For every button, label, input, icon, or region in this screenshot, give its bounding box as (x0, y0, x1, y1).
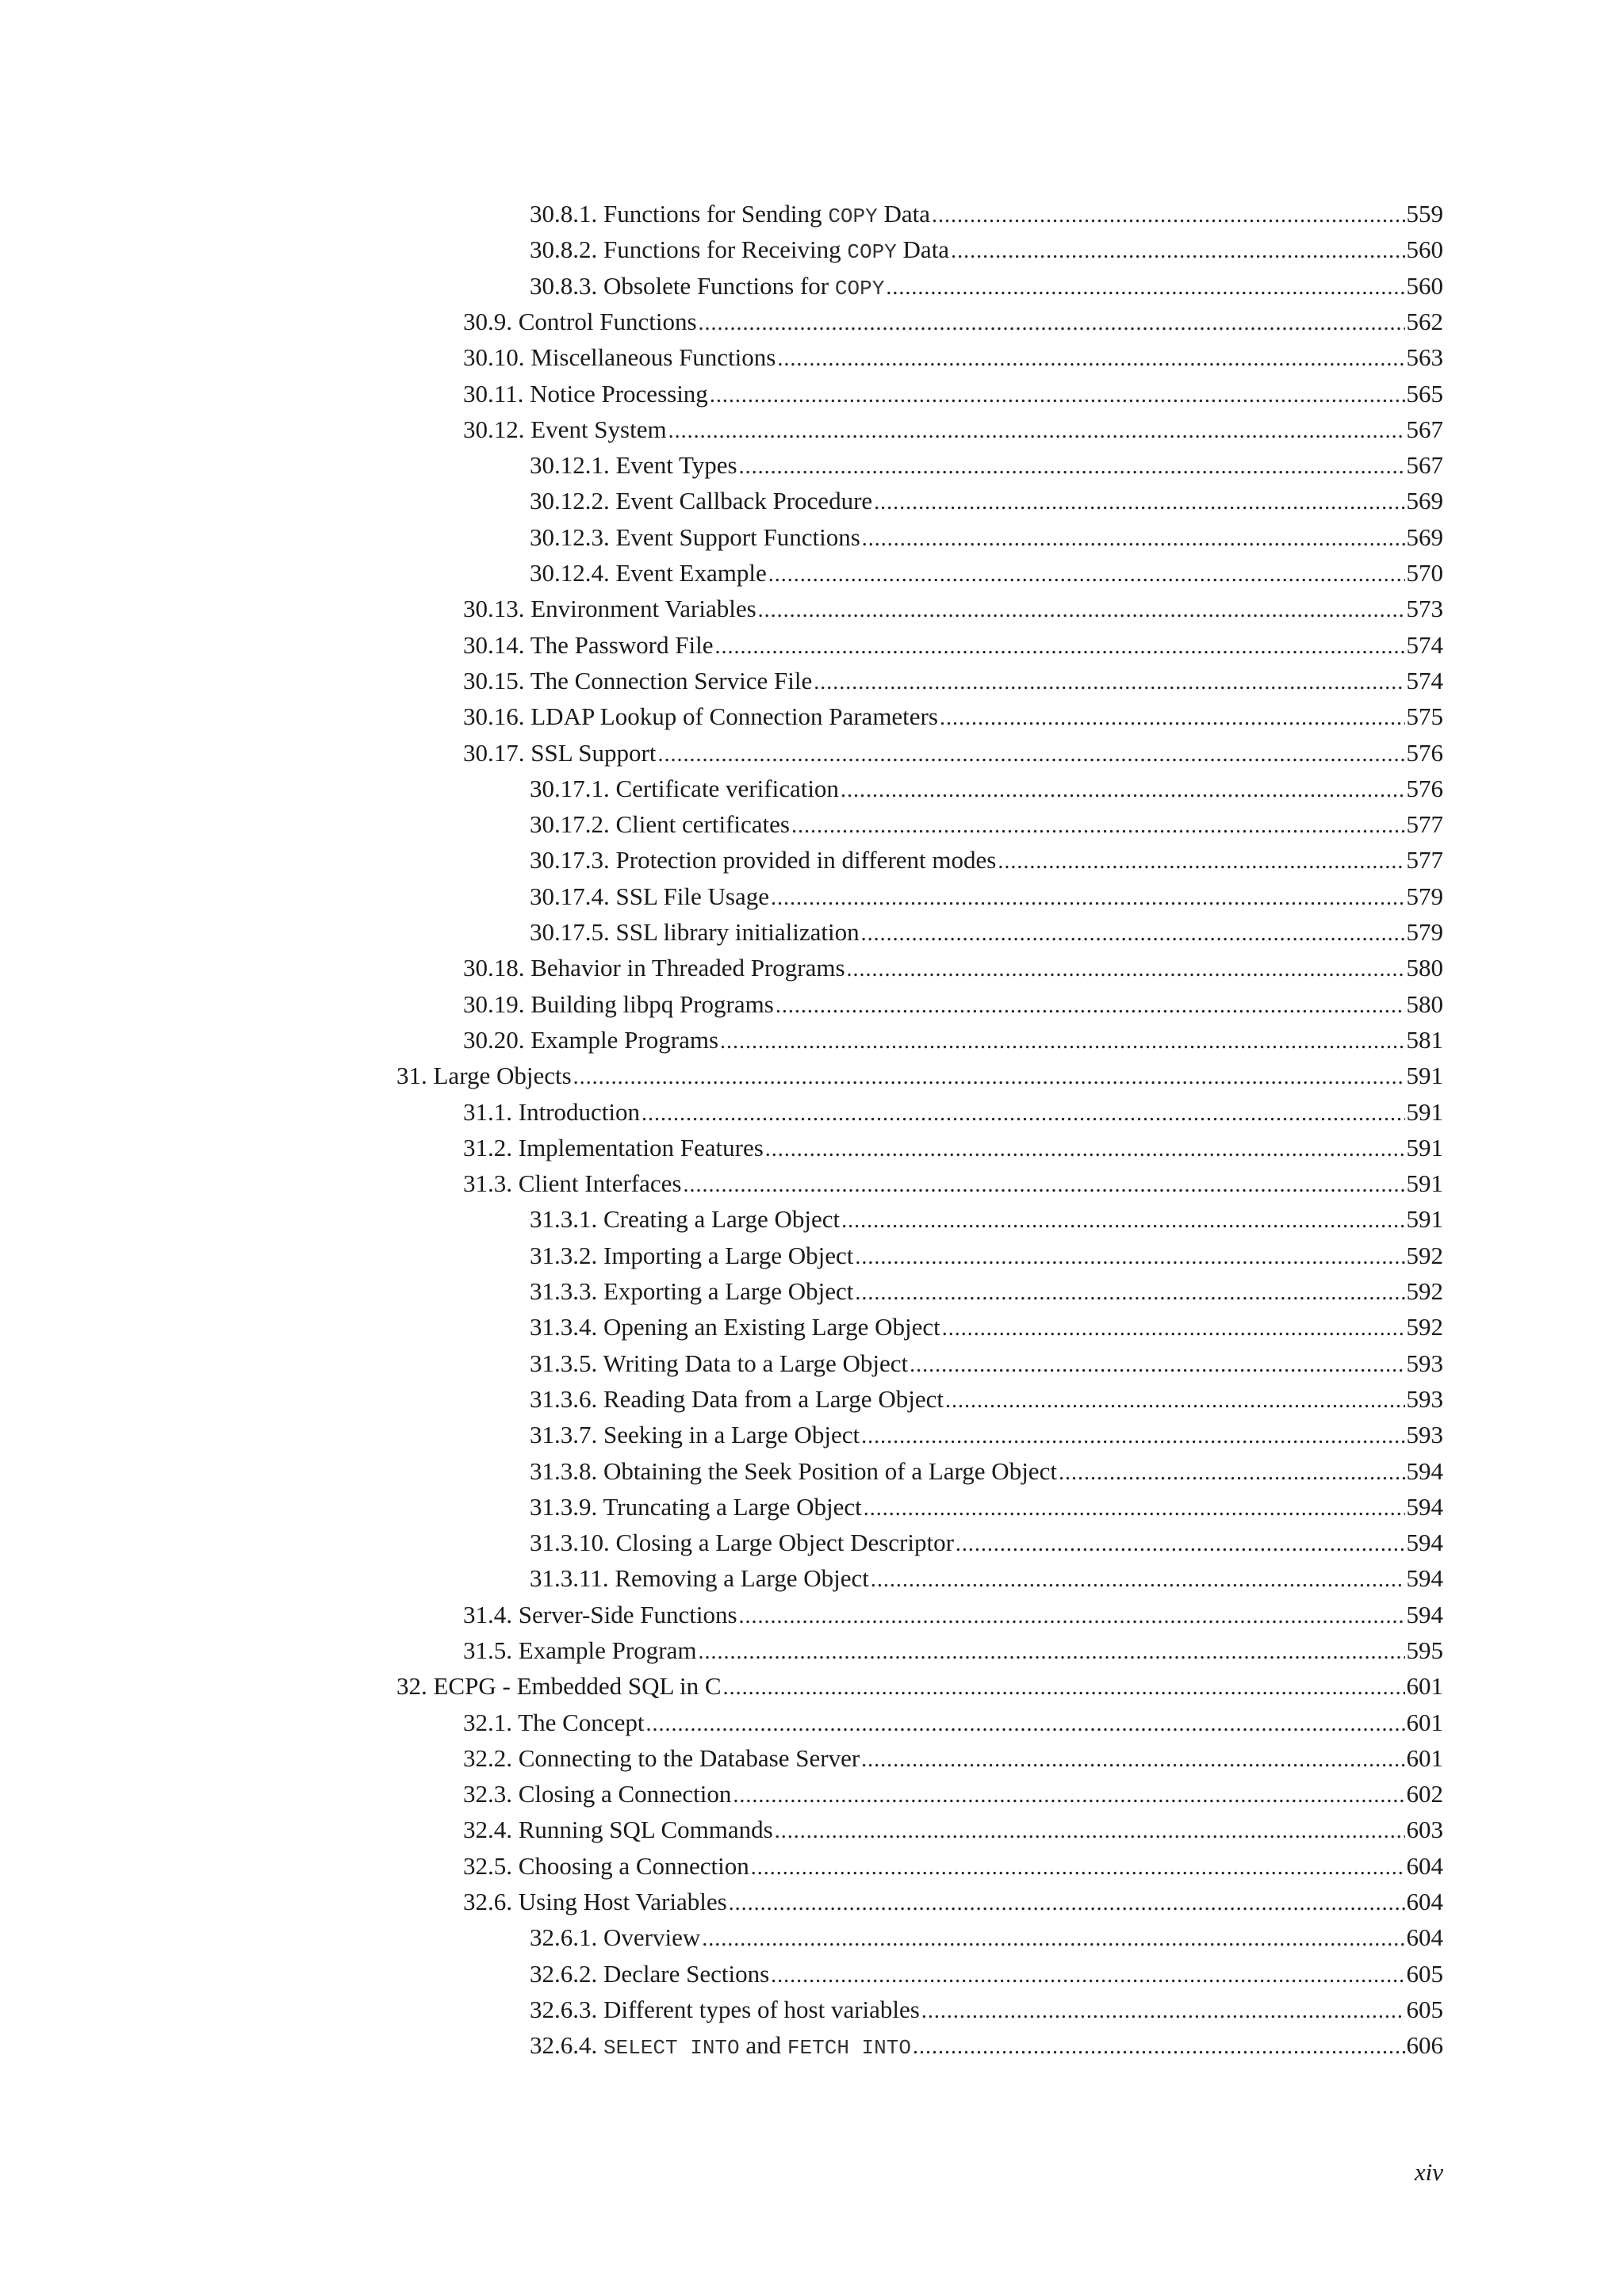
toc-entry[interactable] (530, 1919, 1443, 1955)
toc-page-number: 605 (1406, 1996, 1443, 2023)
title-text: 30.10. Miscellaneous Functions (463, 343, 776, 371)
toc-page-number: 569 (1406, 487, 1443, 515)
toc-page-number: 579 (1406, 918, 1443, 946)
toc-entry-title (463, 304, 697, 339)
toc-page-number: 591 (1406, 1169, 1443, 1197)
toc-entry-title (530, 842, 996, 878)
title-text: 31.3.6. Reading Data from a Large Object (530, 1385, 944, 1413)
title-text: 30.20. Example Programs (463, 1026, 719, 1054)
title-text: 32.6.4. (530, 2031, 603, 2059)
toc-page-number: 594 (1406, 1493, 1443, 1521)
toc-entry-title (463, 663, 812, 698)
title-text: 30.12.4. Event Example (530, 559, 767, 587)
toc-entry[interactable] (463, 1632, 1443, 1668)
toc-page-number: 576 (1406, 775, 1443, 802)
toc-entry[interactable] (463, 1848, 1443, 1884)
toc-page-number: 591 (1406, 1098, 1443, 1126)
dot-leader (739, 447, 1405, 484)
toc-page-number: 606 (1406, 2031, 1443, 2059)
toc-entry-title (530, 1525, 954, 1560)
toc-page-number: 601 (1406, 1672, 1443, 1700)
toc-entry[interactable] (530, 1992, 1443, 2027)
toc-entry-title (463, 1022, 718, 1058)
toc-entry[interactable] (463, 1130, 1443, 1165)
toc-entry[interactable] (530, 519, 1443, 555)
dot-leader (776, 986, 1405, 1024)
dot-leader (945, 1381, 1405, 1418)
dot-leader (657, 735, 1404, 772)
toc-page-number: 592 (1406, 1277, 1443, 1305)
dot-leader (714, 627, 1404, 664)
toc-entry[interactable] (530, 914, 1443, 950)
title-text: 30.8.3. Obsolete Functions for (530, 272, 835, 300)
toc-entry[interactable] (530, 842, 1443, 878)
dot-leader (733, 1776, 1404, 1813)
toc-entry-title (463, 1165, 681, 1201)
toc-entry-title (530, 1489, 862, 1525)
toc-entry[interactable] (463, 1705, 1443, 1740)
toc-entry[interactable] (530, 268, 1443, 304)
dot-leader (765, 1130, 1405, 1167)
toc-entry[interactable] (463, 735, 1443, 771)
toc-entry[interactable] (530, 878, 1443, 914)
title-text: 30.12.3. Event Support Functions (530, 523, 860, 551)
toc-entry[interactable] (463, 1776, 1443, 1812)
title-text: 31.3.1. Creating a Large Object (530, 1205, 841, 1233)
title-text: 30.13. Environment Variables (463, 595, 756, 622)
title-text: 32. ECPG - Embedded SQL in C (396, 1672, 722, 1700)
toc-entry-title (463, 1848, 749, 1884)
title-text: 30.16. LDAP Lookup of Connection Parameters (463, 702, 938, 730)
title-text: 31.3. Client Interfaces (463, 1169, 682, 1197)
dot-leader (642, 1094, 1405, 1131)
toc-entry-title (463, 627, 713, 663)
toc-entry-title (463, 591, 756, 626)
dot-leader (861, 1417, 1404, 1454)
toc-entry-title (530, 1956, 769, 1992)
title-text: 32.4. Running SQL Commands (463, 1816, 773, 1843)
toc-entry[interactable] (530, 1525, 1443, 1560)
toc-page-number: 581 (1406, 1026, 1443, 1054)
title-text: 31.4. Server-Side Functions (463, 1601, 737, 1628)
toc-page-number: 570 (1406, 559, 1443, 587)
title-text: 31.1. Introduction (463, 1098, 640, 1126)
title-text: 32.6.3. Different types of host variables (530, 1996, 920, 2023)
code-text: COPY (834, 277, 885, 300)
toc-entry[interactable] (463, 663, 1443, 698)
title-text: 31.5. Example Program (463, 1636, 697, 1664)
toc-page-number: 567 (1406, 415, 1443, 443)
dot-leader (871, 1560, 1405, 1598)
toc-page-number: 603 (1406, 1816, 1443, 1843)
toc-entry[interactable] (463, 411, 1443, 447)
title-text: 30.14. The Password File (463, 631, 714, 659)
dot-leader (913, 2027, 1405, 2064)
toc-page-number: 604 (1406, 1852, 1443, 1880)
toc-entry[interactable] (463, 1597, 1443, 1632)
toc-entry-title (463, 1776, 731, 1812)
toc-page-number: 577 (1406, 810, 1443, 838)
dot-leader (768, 555, 1405, 592)
toc-entry-title (463, 986, 774, 1022)
toc-page-number: 601 (1406, 1744, 1443, 1772)
toc-entry-title (463, 1130, 764, 1165)
dot-leader (932, 196, 1404, 233)
title-text: 31.3.7. Seeking in a Large Object (530, 1421, 860, 1448)
toc-entry-title (530, 806, 790, 842)
toc-entry[interactable] (463, 1022, 1443, 1058)
dot-leader (771, 878, 1405, 916)
toc-page-number: 605 (1406, 1960, 1443, 1988)
toc-page-number: 580 (1406, 990, 1443, 1018)
toc-page-number: 604 (1406, 1888, 1443, 1915)
dot-leader (775, 1812, 1405, 1849)
toc-entry[interactable] (530, 806, 1443, 842)
dot-leader (645, 1705, 1404, 1742)
title-text: 32.6.1. Overview (530, 1923, 701, 1951)
toc-entry[interactable] (530, 1238, 1443, 1273)
dot-leader (910, 1345, 1404, 1383)
dot-leader (921, 1992, 1405, 2029)
toc-page-number: 573 (1406, 595, 1443, 622)
toc-entry-title (530, 1381, 944, 1417)
toc-entry[interactable] (463, 1165, 1443, 1201)
toc-entry[interactable] (463, 698, 1443, 734)
toc-entry-title (463, 1094, 640, 1130)
toc-entry-title (530, 519, 860, 555)
toc-page-number: 593 (1406, 1421, 1443, 1448)
title-text: 30.19. Building libpq Programs (463, 990, 774, 1018)
toc-entry-title (463, 411, 667, 447)
toc-page-number: 604 (1406, 1923, 1443, 1951)
title-text: 31.3.5. Writing Data to a Large Object (530, 1349, 909, 1377)
toc-entry-title (463, 698, 938, 734)
toc-entry[interactable] (463, 1094, 1443, 1130)
dot-leader (573, 1058, 1405, 1095)
dot-leader (720, 1022, 1404, 1059)
toc-entry-title (463, 1632, 696, 1668)
toc-page-number: 594 (1406, 1457, 1443, 1485)
toc-entry[interactable] (396, 1058, 1443, 1093)
dot-leader (847, 950, 1405, 987)
toc-entry[interactable] (530, 1381, 1443, 1417)
dot-leader (956, 1525, 1405, 1562)
toc-entry-title (463, 1812, 773, 1847)
toc-page-number: 575 (1406, 702, 1443, 730)
title-text: 30.17. SSL Support (463, 739, 657, 767)
toc-page-number: 593 (1406, 1385, 1443, 1413)
toc-page-number: 591 (1406, 1134, 1443, 1161)
toc-entry-title (530, 1417, 860, 1452)
title-text: 31.3.4. Opening an Existing Large Object (530, 1313, 940, 1341)
dot-leader (791, 806, 1405, 844)
toc-entry-title (463, 339, 776, 375)
toc-entry-title (530, 914, 860, 950)
title-text: 30.12.1. Event Types (530, 451, 737, 479)
title-text: 30.11. Notice Processing (463, 380, 708, 408)
toc-page-number: 602 (1406, 1780, 1443, 1808)
toc-entry[interactable] (463, 1812, 1443, 1847)
title-text: 31.3.3. Exporting a Large Object (530, 1277, 854, 1305)
dot-leader (998, 842, 1404, 879)
toc-page-number: 559 (1406, 200, 1443, 228)
toc-page-number: 574 (1406, 631, 1443, 659)
dot-leader (864, 1489, 1405, 1526)
page-folio: xiv (1414, 2158, 1443, 2186)
title-text: 30.15. The Connection Service File (463, 667, 813, 695)
title-text: 31.2. Implementation Features (463, 1134, 764, 1161)
toc-entry-title (463, 1740, 860, 1776)
toc-page-number: 591 (1406, 1205, 1443, 1233)
toc-entry[interactable] (463, 1884, 1443, 1919)
toc-entry-title (530, 1453, 1057, 1489)
title-text: Data (896, 235, 950, 263)
toc-entry[interactable] (463, 1740, 1443, 1776)
toc-page-number: 592 (1406, 1313, 1443, 1341)
dot-leader (814, 663, 1404, 700)
title-text: 32.6.2. Declare Sections (530, 1960, 770, 1988)
dot-leader (702, 1919, 1404, 1957)
title-text: 30.8.2. Functions for Receiving (530, 235, 848, 263)
toc-entry[interactable] (530, 1489, 1443, 1525)
title-text: 32.5. Choosing a Connection (463, 1852, 749, 1880)
dot-leader (699, 304, 1405, 341)
title-text: 31.3.11. Removing a Large Object (530, 1564, 869, 1592)
toc-entry-title (530, 232, 949, 270)
dot-leader (777, 339, 1404, 377)
title-text: 30.9. Control Functions (463, 308, 697, 335)
toc-entry[interactable] (530, 555, 1443, 591)
title-text: 30.12. Event System (463, 415, 667, 443)
toc-entry-title (530, 1919, 700, 1955)
code-text: SELECT INTO (603, 2036, 740, 2060)
toc-entry-title (530, 878, 769, 914)
toc-entry[interactable] (530, 447, 1443, 483)
toc-entry[interactable] (530, 1956, 1443, 1992)
dot-leader (751, 1848, 1405, 1885)
dot-leader (710, 376, 1405, 413)
toc-page-number: 576 (1406, 739, 1443, 767)
toc-page-number: 601 (1406, 1709, 1443, 1736)
toc-page-number: 577 (1406, 846, 1443, 874)
title-text: 30.17.1. Certificate verification (530, 775, 839, 802)
title-text: 30.17.5. SSL library initialization (530, 918, 860, 946)
toc-page-number: 560 (1406, 272, 1443, 300)
dot-leader (683, 1165, 1404, 1203)
toc-entry-title (530, 1992, 920, 2027)
toc-page-number: 592 (1406, 1242, 1443, 1269)
title-text: 32.1. The Concept (463, 1709, 645, 1736)
code-text: COPY (828, 205, 878, 228)
dot-leader (861, 1740, 1404, 1777)
toc-entry-title (530, 1238, 853, 1273)
toc-page-number: 563 (1406, 343, 1443, 371)
toc-entry-title (530, 771, 839, 806)
toc-entry-title (396, 1668, 722, 1704)
toc-page-number: 580 (1406, 954, 1443, 982)
dot-leader (729, 1884, 1405, 1921)
toc-entry[interactable] (463, 950, 1443, 985)
toc-entry-title (530, 1201, 840, 1237)
code-text: FETCH INTO (787, 2036, 911, 2060)
toc-entry[interactable] (530, 483, 1443, 519)
toc-entry[interactable] (530, 1345, 1443, 1381)
toc-entry[interactable] (530, 771, 1443, 806)
dot-leader (698, 1632, 1404, 1670)
toc-entry-title (530, 1309, 940, 1345)
toc-entry[interactable] (463, 376, 1443, 411)
toc-page-number: 594 (1406, 1529, 1443, 1556)
dot-leader (739, 1597, 1405, 1634)
toc-entry-title (530, 1273, 853, 1309)
toc-entry-title (530, 447, 737, 483)
dot-leader (861, 914, 1405, 951)
dot-leader (886, 268, 1404, 305)
toc-entry[interactable] (463, 339, 1443, 375)
toc-entry-title (463, 950, 845, 985)
toc-entry[interactable] (530, 1201, 1443, 1237)
toc-page-number: 567 (1406, 451, 1443, 479)
dot-leader (942, 1309, 1405, 1346)
toc-entry[interactable] (530, 2027, 1443, 2063)
toc-entry[interactable] (530, 1453, 1443, 1489)
toc-entry[interactable] (530, 196, 1443, 232)
title-text: Data (877, 200, 931, 228)
toc-entry[interactable] (530, 1273, 1443, 1309)
toc-page-number: 574 (1406, 667, 1443, 695)
dot-leader (855, 1273, 1404, 1311)
toc-entry[interactable] (530, 1560, 1443, 1596)
toc-entry-title (463, 735, 656, 771)
dot-leader (855, 1238, 1404, 1275)
toc-entry-title (530, 268, 884, 307)
title-text: 30.8.1. Functions for Sending (530, 200, 829, 228)
toc-entry-title (530, 1560, 869, 1596)
toc-entry[interactable] (463, 986, 1443, 1022)
dot-leader (771, 1956, 1404, 1993)
title-text: 30.17.3. Protection provided in different modes (530, 846, 997, 874)
toc-page-number: 565 (1406, 380, 1443, 408)
toc-page-number: 595 (1406, 1636, 1443, 1664)
dot-leader (841, 771, 1405, 808)
toc-entry-title (530, 483, 872, 519)
title-text: 32.2. Connecting to the Database Server (463, 1744, 860, 1772)
toc-entry-title (463, 376, 708, 411)
toc-entry-title (530, 1345, 908, 1381)
toc-page-number: 593 (1406, 1349, 1443, 1377)
toc-entry[interactable] (530, 232, 1443, 267)
toc-entry[interactable] (463, 627, 1443, 663)
dot-leader (841, 1201, 1404, 1238)
toc-page-number: 594 (1406, 1601, 1443, 1628)
code-text: COPY (847, 240, 897, 264)
toc-entry-title (463, 1705, 644, 1740)
toc-page-number: 562 (1406, 308, 1443, 335)
dot-leader (1059, 1453, 1405, 1490)
toc-entry[interactable] (530, 1309, 1443, 1345)
title-text: 31.3.8. Obtaining the Seek Position of a Large Object (530, 1457, 1057, 1485)
toc-page-number: 560 (1406, 235, 1443, 263)
dot-leader (874, 483, 1404, 520)
title-text: 32.6. Using Host Variables (463, 1888, 727, 1915)
toc-entry[interactable] (463, 591, 1443, 626)
toc-entry[interactable] (396, 1668, 1443, 1704)
dot-leader (951, 232, 1404, 269)
toc-entry-title (396, 1058, 572, 1093)
toc-entry-title (530, 2027, 911, 2066)
toc-entry-title (463, 1597, 737, 1632)
dot-leader (723, 1668, 1405, 1705)
toc-entry-title (530, 555, 767, 591)
toc-entry-title (530, 196, 930, 235)
title-text: 30.12.2. Event Callback Procedure (530, 487, 873, 515)
title-text: 31.3.2. Importing a Large Object (530, 1242, 854, 1269)
dot-leader (940, 698, 1405, 736)
toc-entry-title (463, 1884, 727, 1919)
dot-leader (862, 519, 1405, 557)
title-text: 30.17.4. SSL File Usage (530, 882, 769, 910)
title-text: and (739, 2031, 787, 2059)
toc-page-number: 579 (1406, 882, 1443, 910)
toc-entry[interactable] (463, 304, 1443, 339)
toc-page-number: 591 (1406, 1062, 1443, 1089)
dot-leader (758, 591, 1405, 628)
title-text: 31. Large Objects (396, 1062, 572, 1089)
toc-page-number: 569 (1406, 523, 1443, 551)
title-text: 32.3. Closing a Connection (463, 1780, 732, 1808)
toc-page-number: 594 (1406, 1564, 1443, 1592)
title-text: 31.3.10. Closing a Large Object Descriptor (530, 1529, 954, 1556)
title-text: 30.17.2. Client certificates (530, 810, 790, 838)
toc-entry[interactable] (530, 1417, 1443, 1452)
title-text: 31.3.9. Truncating a Large Object (530, 1493, 862, 1521)
title-text: 30.18. Behavior in Threaded Programs (463, 954, 845, 982)
dot-leader (668, 411, 1405, 449)
